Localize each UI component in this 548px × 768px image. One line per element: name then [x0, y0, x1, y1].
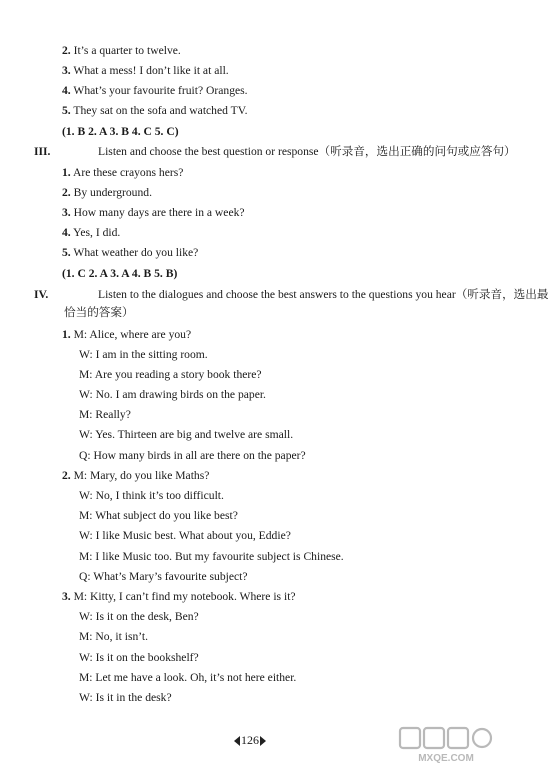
d2-line-4: W: I like Music best. What about you, Eddie? [79, 529, 291, 542]
d1-line-2: W: I am in the sitting room. [79, 348, 208, 361]
page-number: 126 [0, 733, 500, 748]
d1-question: Q: How many birds in all are there on the paper? [79, 449, 306, 462]
d1-line-5: M: Really? [79, 408, 131, 421]
watermark-logo [398, 726, 494, 764]
section-4-heading: IV. Listen to the dialogues and choose the best answers to the questions you hear（听录音，选出最 [34, 288, 548, 301]
d1-line-1: 1. M: Alice, where are you? [62, 328, 192, 341]
s3-item-4: 4. Yes, I did. [62, 226, 121, 239]
d1-line-4: W: No. I am drawing birds on the paper. [79, 388, 266, 401]
section-4-heading-cont: 恰当的答案） [64, 306, 134, 319]
d2-line-3: M: What subject do you like best? [79, 509, 238, 522]
d3-line-5: M: Let me have a look. Oh, it’s not here either. [79, 671, 297, 684]
d2-line-5: M: I like Music too. But my favourite subject is Chinese. [79, 550, 344, 563]
s3-item-1: 1. Are these crayons hers? [62, 166, 184, 179]
d2-line-1: 2. M: Mary, do you like Maths? [62, 469, 210, 482]
item-2: 2. It’s a quarter to twelve. [62, 44, 181, 57]
s3-item-5: 5. What weather do you like? [62, 246, 199, 259]
left-arrow-icon [234, 736, 240, 746]
item-3: 3. What a mess! I don’t like it at all. [62, 64, 229, 77]
answer-key-2: (1. B 2. A 3. B 4. C 5. C) [62, 125, 179, 138]
d3-line-4: W: Is it on the bookshelf? [79, 651, 199, 664]
section-3-heading: III. Listen and choose the best question or response（听录音，选出正确的问句或应答句） [34, 145, 516, 158]
d3-line-1: 3. M: Kitty, I can’t find my notebook. Where is it? [62, 590, 296, 603]
answer-key-3: (1. C 2. A 3. A 4. B 5. B) [62, 267, 178, 280]
d1-line-3: M: Are you reading a story book there? [79, 368, 262, 381]
item-5: 5. They sat on the sofa and watched TV. [62, 104, 248, 117]
right-arrow-icon [260, 736, 266, 746]
d2-line-2: W: No, I think it’s too difficult. [79, 489, 224, 502]
watermark-text: MXQE.COM [418, 753, 474, 764]
s3-item-2: 2. By underground. [62, 186, 152, 199]
d3-line-2: W: Is it on the desk, Ben? [79, 610, 199, 623]
d1-line-6: W: Yes. Thirteen are big and twelve are small. [79, 428, 294, 441]
item-4: 4. What’s your favourite fruit? Oranges. [62, 84, 248, 97]
d2-question: Q: What’s Mary’s favourite subject? [79, 570, 248, 583]
d3-line-6: W: Is it in the desk? [79, 691, 172, 704]
d3-line-3: M: No, it isn’t. [79, 630, 149, 643]
s3-item-3: 3. How many days are there in a week? [62, 206, 245, 219]
